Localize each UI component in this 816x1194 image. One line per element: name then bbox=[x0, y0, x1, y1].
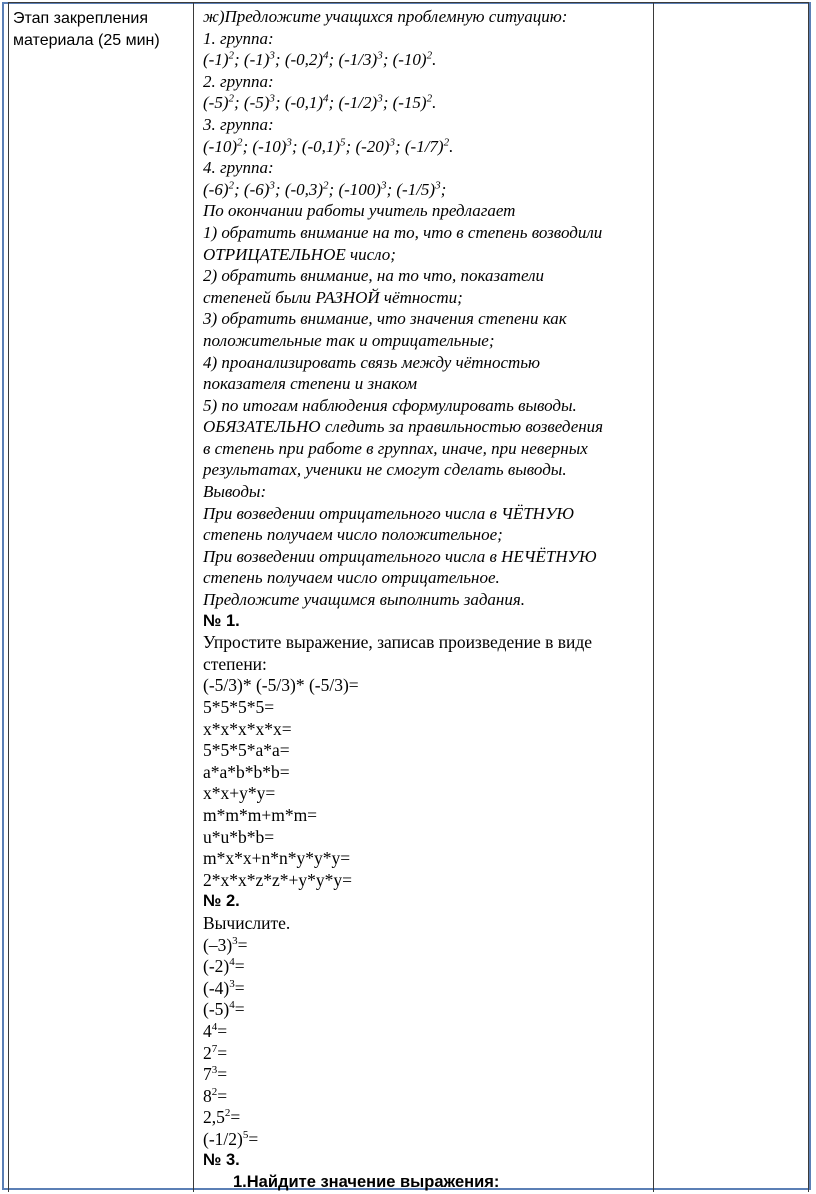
task1-item: m*m*m+m*m= bbox=[203, 804, 318, 825]
power-exponent: 2 bbox=[443, 135, 450, 148]
power-exponent: 2 bbox=[426, 92, 433, 105]
power-base: (-1/3) bbox=[338, 50, 378, 70]
task1-item: m*x*x+n*n*y*y*y= bbox=[203, 848, 351, 869]
power-exponent: 2 bbox=[228, 49, 234, 62]
power-base: (-1/2) bbox=[203, 1128, 243, 1149]
table-right-border bbox=[808, 2, 809, 1192]
task2-item: $(-4)^3=$ bbox=[203, 977, 245, 998]
column-divider-1 bbox=[193, 2, 194, 1192]
group-label: 3. группа: bbox=[203, 114, 274, 134]
instruction-line: ОТРИЦАТЕЛЬНОЕ число; bbox=[203, 244, 396, 264]
power-exponent: 4 bbox=[323, 92, 329, 105]
power-base: (-4) bbox=[203, 977, 230, 998]
power-exponent: 5 bbox=[340, 135, 346, 148]
table-top-border bbox=[8, 2, 809, 3]
task2-item: $4^4=$ bbox=[203, 1020, 228, 1041]
group-expressions: $(-1)^2$; $(-1)^3$; $(-0,2)^4$; $(-1/3)^3$; $(-10)^2$. bbox=[203, 49, 437, 70]
power-exponent: 2 bbox=[426, 49, 433, 62]
instruction-line: степень получаем число отрицательное. bbox=[203, 568, 500, 588]
power-base: (-15) bbox=[392, 93, 427, 113]
power-exponent: 3 bbox=[286, 135, 292, 148]
power-exponent: 4 bbox=[211, 1021, 218, 1034]
power-base: (-5) bbox=[203, 999, 230, 1020]
instruction-line: При возведении отрицательного числа в НЕЧЁТНУЮ bbox=[203, 546, 597, 566]
power-base: 4 bbox=[203, 1020, 212, 1041]
group-expressions: $(-6)^2$; $(-6)^3$; $(-0,3)^2$; $(-100)^3$; $(-1/5)^3$; bbox=[203, 179, 447, 199]
power-exponent: 3 bbox=[232, 934, 238, 947]
activity-cell bbox=[203, 6, 655, 1194]
power-base: (-1/2) bbox=[338, 93, 378, 113]
task1-prompt-line: степени: bbox=[203, 653, 267, 674]
power-base: 2,5 bbox=[203, 1107, 225, 1128]
task2-item: $(-2)^4=$ bbox=[203, 956, 245, 977]
task2-prompt: Вычислите. bbox=[203, 912, 291, 933]
task2-item: $7^3=$ bbox=[203, 1064, 228, 1085]
power-base: (-0,2) bbox=[284, 50, 324, 70]
instructions-block bbox=[203, 200, 655, 610]
task2-item: $2^7=$ bbox=[203, 1042, 228, 1063]
power-base: (-1/5) bbox=[396, 179, 436, 199]
power-base: (-1) bbox=[203, 50, 229, 70]
task1-item: 5*5*5*5= bbox=[203, 697, 275, 717]
power-exponent: 3 bbox=[269, 179, 275, 192]
task2-item: $(-3)^3=$ bbox=[203, 934, 248, 955]
power-exponent: 3 bbox=[380, 179, 387, 192]
power-exponent: 2 bbox=[228, 179, 234, 192]
group-label: 4. группа: bbox=[203, 158, 274, 178]
power-exponent: 2 bbox=[323, 179, 329, 192]
task2-item: $(-1/2)^5=$ bbox=[203, 1128, 259, 1149]
power-base: (-20) bbox=[355, 136, 390, 156]
task2-list bbox=[203, 935, 655, 1151]
power-exponent: 2 bbox=[228, 92, 234, 105]
power-base: (-1) bbox=[243, 50, 270, 70]
instruction-line: ОБЯЗАТЕЛЬНО следить за правильностью возведения bbox=[203, 417, 604, 437]
group-label: 1. группа: bbox=[203, 28, 274, 48]
instruction-line: 1) обратить внимание на то, что в степень возводили bbox=[203, 222, 603, 242]
power-base: (-5) bbox=[203, 93, 229, 113]
task3-first-item: 1.Найдите значение выражения: bbox=[233, 1173, 500, 1192]
power-base: 2 bbox=[203, 1042, 212, 1063]
instruction-line: По окончании работы учитель предлагает bbox=[203, 201, 516, 221]
task1-list bbox=[203, 675, 655, 891]
instruction-line: 2) обратить внимание, на то что, показатели bbox=[203, 266, 544, 286]
power-base: (-2) bbox=[203, 956, 230, 977]
power-base: (-5) bbox=[243, 93, 270, 113]
task1-item: x*x+y*y= bbox=[203, 783, 276, 804]
power-base: (-0,1) bbox=[301, 136, 341, 156]
power-exponent: 2 bbox=[224, 1107, 231, 1120]
groups-block bbox=[203, 28, 655, 201]
task1-item: 5*5*5*a*a= bbox=[203, 740, 290, 761]
task3-heading: № 3. bbox=[203, 1151, 240, 1170]
task1-heading: № 1. bbox=[203, 611, 240, 630]
power-exponent: 2 bbox=[236, 135, 243, 148]
power-base: (-6) bbox=[203, 179, 229, 199]
power-base: (-100) bbox=[338, 179, 381, 199]
instruction-line: Выводы: bbox=[203, 482, 267, 502]
power-exponent: 4 bbox=[229, 956, 235, 969]
power-exponent: 3 bbox=[269, 92, 275, 105]
instruction-line: положительные так и отрицательные; bbox=[203, 330, 495, 350]
task2-item: $8^2=$ bbox=[203, 1085, 228, 1106]
group-expressions: $(-5)^2$; $(-5)^3$; $(-0,1)^4$; $(-1/2)^3$; $(-15)^2$. bbox=[203, 92, 437, 113]
power-base: (-0,1) bbox=[284, 93, 324, 113]
power-exponent: 7 bbox=[211, 1042, 218, 1055]
table-left-border bbox=[8, 2, 9, 1192]
power-exponent: 3 bbox=[269, 49, 275, 62]
instruction-line: Предложите учащимся выполнить задания. bbox=[203, 590, 526, 610]
power-exponent: 2 bbox=[211, 1085, 218, 1098]
instruction-line: При возведении отрицательного числа в ЧЁТНУЮ bbox=[203, 503, 574, 523]
power-base: 7 bbox=[203, 1064, 212, 1085]
task1-prompt-line: Упростите выражение, записав произведение в виде bbox=[203, 632, 593, 653]
task2-item: $(-5)^4=$ bbox=[203, 999, 245, 1020]
task2-heading: № 2. bbox=[203, 892, 240, 911]
task1-item: (-5/3)* (-5/3)* (-5/3)= bbox=[203, 675, 359, 696]
instruction-line: 5) по итогам наблюдения сформулировать выводы. bbox=[203, 395, 577, 415]
instruction-line: в степень при работе в группах, иначе, при неверных bbox=[203, 438, 588, 458]
group-label: 2. группа: bbox=[203, 71, 274, 91]
power-base: (-0,3) bbox=[284, 179, 324, 199]
group-expressions: $(-10)^2$; $(-10)^3$; $(-0,1)^5$; $(-20)^3$; $(-1/7)^2$. bbox=[203, 135, 454, 156]
task1-item: u*u*b*b= bbox=[203, 826, 275, 847]
instruction-line: показателя степени и знаком bbox=[203, 374, 418, 394]
power-exponent: 5 bbox=[242, 1129, 249, 1142]
power-exponent: 3 bbox=[377, 92, 383, 105]
power-base: (–3) bbox=[203, 934, 233, 955]
power-exponent: 4 bbox=[229, 999, 235, 1012]
power-exponent: 3 bbox=[389, 135, 395, 148]
intro-text: ж)Предложите учащихся проблемную ситуацию: bbox=[203, 7, 568, 26]
power-base: 8 bbox=[203, 1085, 212, 1106]
power-base: (-10) bbox=[203, 136, 237, 156]
power-exponent: 3 bbox=[435, 179, 441, 192]
task1-item: x*x*x*x*x= bbox=[203, 718, 292, 739]
task1-item: a*a*b*b*b= bbox=[203, 761, 290, 782]
instruction-line: степень получаем число положительное; bbox=[203, 525, 503, 545]
power-exponent: 3 bbox=[229, 977, 235, 990]
task1-item: 2*x*x*z*z*+y*y*y= bbox=[203, 869, 353, 890]
power-exponent: 3 bbox=[211, 1064, 218, 1077]
instruction-line: 3) обратить внимание, что значения степени как bbox=[203, 309, 567, 329]
power-base: (-6) bbox=[243, 179, 270, 199]
task2-item: $2,5^2=$ bbox=[203, 1107, 241, 1128]
power-exponent: 4 bbox=[323, 49, 329, 62]
power-base: (-10) bbox=[252, 136, 287, 156]
power-base: (-10) bbox=[392, 50, 427, 70]
instruction-line: степеней были РАЗНОЙ чётности; bbox=[203, 287, 463, 307]
instruction-line: 4) проанализировать связь между чётностью bbox=[203, 352, 541, 372]
power-exponent: 3 bbox=[377, 49, 383, 62]
instruction-line: результатах, ученики не смогут сделать выводы. bbox=[203, 460, 567, 480]
power-base: (-1/7) bbox=[404, 136, 444, 156]
stage-cell: Этап закрепления материала (25 мин) bbox=[13, 10, 160, 49]
